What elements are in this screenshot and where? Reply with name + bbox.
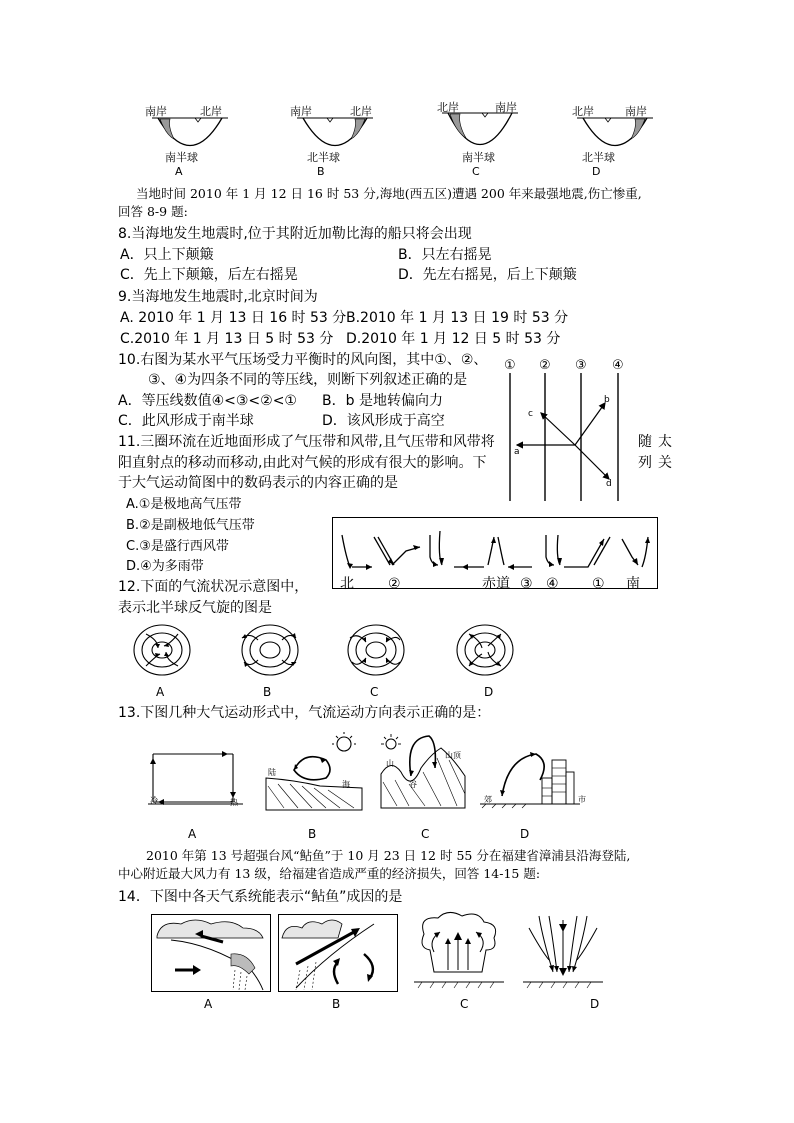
q10-option-a[interactable]: A．等压线数值④<③<②<① — [118, 393, 297, 409]
figure-letter: C — [472, 165, 480, 178]
q13-c-top: 山顶 — [445, 751, 461, 760]
weather-fig-c — [414, 910, 504, 992]
bank-label-left: 北岸 — [437, 101, 459, 114]
weather-fig-d — [523, 910, 603, 992]
q13-d-city: 市 — [578, 795, 586, 804]
q11-stem-line2-tail-2: 关 — [658, 455, 672, 471]
q14-letter-c[interactable]: C — [460, 997, 469, 1011]
q13-letter-c[interactable]: C — [421, 827, 430, 841]
q11-stem-line3: 于大气运动简图中的数码表示的内容正确的是 — [118, 475, 398, 491]
q12-letter-a[interactable]: A — [156, 685, 165, 699]
q11-stem-line1: 11.三圈环流在近地面形成了气压带和风带,且气压带和风带将 — [118, 434, 495, 450]
circulation-label-south: 南 — [626, 576, 640, 592]
q11-stem-line1-tail-2: 太 — [658, 434, 672, 450]
q12-letter-c[interactable]: C — [370, 685, 379, 699]
q14-letter-b[interactable]: B — [332, 997, 341, 1011]
intro-14-15-line2: 中心附近最大风力有 13 级，给福建省造成严重的经济损失，回答 14-15 题: — [118, 866, 541, 881]
q12-letter-b[interactable]: B — [263, 685, 272, 699]
vector-label-b: b — [604, 395, 610, 405]
figure-letter: B — [317, 165, 325, 178]
intro-14-15-line1: 2010 年第 13 号超强台风“鲇鱼”于 10 月 23 日 12 时 55 分在福建省漳浦县沿海登陆, — [146, 848, 631, 863]
river-channel-b — [295, 113, 375, 153]
q13-c-mountain: 山 — [386, 759, 394, 768]
q12-letter-d[interactable]: D — [484, 685, 494, 699]
q10-option-c[interactable]: C．此风形成于南半球 — [118, 413, 254, 429]
vector-label-a: a — [514, 447, 520, 457]
q14-letter-a[interactable]: A — [204, 997, 213, 1011]
q13-fig-c — [381, 728, 471, 808]
circulation-label-north: 北 — [340, 576, 354, 592]
q12-stem-line1: 12.下面的气流状况示意图中， — [118, 579, 309, 595]
q13-b-sea: 海 — [342, 780, 350, 789]
q13-letter-b[interactable]: B — [308, 827, 317, 841]
q10-option-b[interactable]: B．b 是地转偏向力 — [322, 393, 443, 409]
vector-label-c: c — [528, 409, 533, 419]
circulation-label-2: ② — [388, 576, 401, 592]
bank-label-right: 北岸 — [350, 105, 372, 118]
isobar-label-1: ① — [504, 358, 516, 373]
q8-option-b[interactable]: B．只左右摇晃 — [398, 247, 492, 263]
bank-label-right: 北岸 — [200, 105, 222, 118]
q13-letter-a[interactable]: A — [188, 827, 197, 841]
q13-d-suburb: 郊 — [484, 795, 492, 804]
q11-option-a[interactable]: A.①是极地高气压带 — [126, 497, 242, 512]
isobar-lines — [505, 373, 635, 503]
bank-label-right: 南岸 — [495, 101, 517, 114]
weather-fig-b — [278, 914, 398, 992]
circulation-label-1: ① — [592, 576, 605, 592]
hemisphere-label: 南半球 — [165, 151, 198, 164]
q9-option-a[interactable]: A. 2010 年 1 月 13 日 16 时 53 分 — [120, 310, 347, 326]
isobar-label-2: ② — [539, 358, 551, 373]
q14-letter-d[interactable]: D — [590, 997, 600, 1011]
q13-c-valley: 谷 — [409, 780, 417, 789]
q11-stem-line2: 阳直射点的移动而移动,由此对气候的形成有很大的影响。下 — [118, 455, 487, 471]
q10-option-d[interactable]: D．该风形成于高空 — [322, 413, 445, 429]
intro-8-9-line1: 当地时间 2010 年 1 月 12 日 16 时 53 分,海地(西五区)遭遇 200 年来最强地震,伤亡惨重, — [136, 186, 642, 201]
river-channel-d — [575, 113, 655, 153]
q13-fig-d — [480, 738, 580, 808]
bank-label-left: 南岸 — [145, 105, 167, 118]
q13-letter-d[interactable]: D — [520, 827, 530, 841]
isobar-label-3: ③ — [575, 358, 587, 373]
q12-stem-line2: 表示北半球反气旋的图是 — [118, 600, 272, 616]
q13-stem: 13.下图几种大气运动形式中，气流运动方向表示正确的是： — [118, 705, 491, 721]
hemisphere-label: 北半球 — [307, 151, 340, 164]
q8-option-d[interactable]: D．先左右摇晃，后上下颠簸 — [398, 267, 577, 283]
q10-stem-line1: 10.右图为某水平气压场受力平衡时的风向图，其中①、②、 — [118, 352, 488, 368]
q13-a-cold: 冷 — [150, 796, 158, 805]
figure-letter: A — [175, 165, 183, 178]
vector-label-d: d — [606, 479, 612, 489]
figure-letter: D — [592, 165, 601, 178]
q10-stem-line2: ③、④为四条不同的等压线，则断下列叙述正确的是 — [148, 372, 468, 388]
hemisphere-label: 北半球 — [582, 151, 615, 164]
weather-fig-a — [151, 914, 271, 992]
q11-option-d[interactable]: D.④为多雨带 — [126, 559, 204, 574]
q9-option-b[interactable]: B.2010 年 1 月 13 日 19 时 53 分 — [346, 310, 569, 326]
river-channel-a — [150, 113, 230, 153]
q13-fig-b — [264, 730, 364, 810]
q9-option-c[interactable]: C.2010 年 1 月 13 日 5 时 53 分 — [120, 331, 334, 347]
hemisphere-label: 南半球 — [462, 151, 495, 164]
intro-8-9-line2: 回答 8-9 题: — [118, 204, 188, 219]
river-channel-c — [440, 108, 520, 152]
bank-label-left: 南岸 — [290, 105, 312, 118]
q14-stem: 14．下图中各天气系统能表示“鲇鱼”成因的是 — [118, 889, 403, 905]
q9-stem: 9.当海地发生地震时,北京时间为 — [118, 289, 318, 305]
q11-stem-line1-tail-1: 随 — [638, 434, 652, 450]
circulation-label-4: ④ — [546, 576, 559, 592]
q11-option-c[interactable]: C.③是盛行西风带 — [126, 539, 229, 554]
q8-stem: 8.当海地发生地震时,位于其附近加勒比海的船只将会出现 — [118, 226, 472, 242]
q11-option-b[interactable]: B.②是副极地低气压带 — [126, 518, 255, 533]
q8-option-c[interactable]: C．先上下颠簸，后左右摇晃 — [120, 267, 298, 283]
q13-a-hot: 热 — [230, 798, 238, 807]
q13-b-land: 陆 — [268, 768, 276, 777]
q9-option-d[interactable]: D.2010 年 1 月 12 日 5 时 53 分 — [346, 331, 561, 347]
q11-stem-line2-tail-1: 列 — [638, 455, 652, 471]
circulation-label-equator: 赤道 — [482, 576, 510, 592]
bank-label-left: 北岸 — [572, 105, 594, 118]
isobar-label-4: ④ — [612, 358, 624, 373]
circulation-label-3: ③ — [520, 576, 533, 592]
bank-label-right: 南岸 — [625, 105, 647, 118]
q8-option-a[interactable]: A．只上下颠簸 — [120, 247, 214, 263]
cyclone-diagrams — [130, 622, 690, 682]
